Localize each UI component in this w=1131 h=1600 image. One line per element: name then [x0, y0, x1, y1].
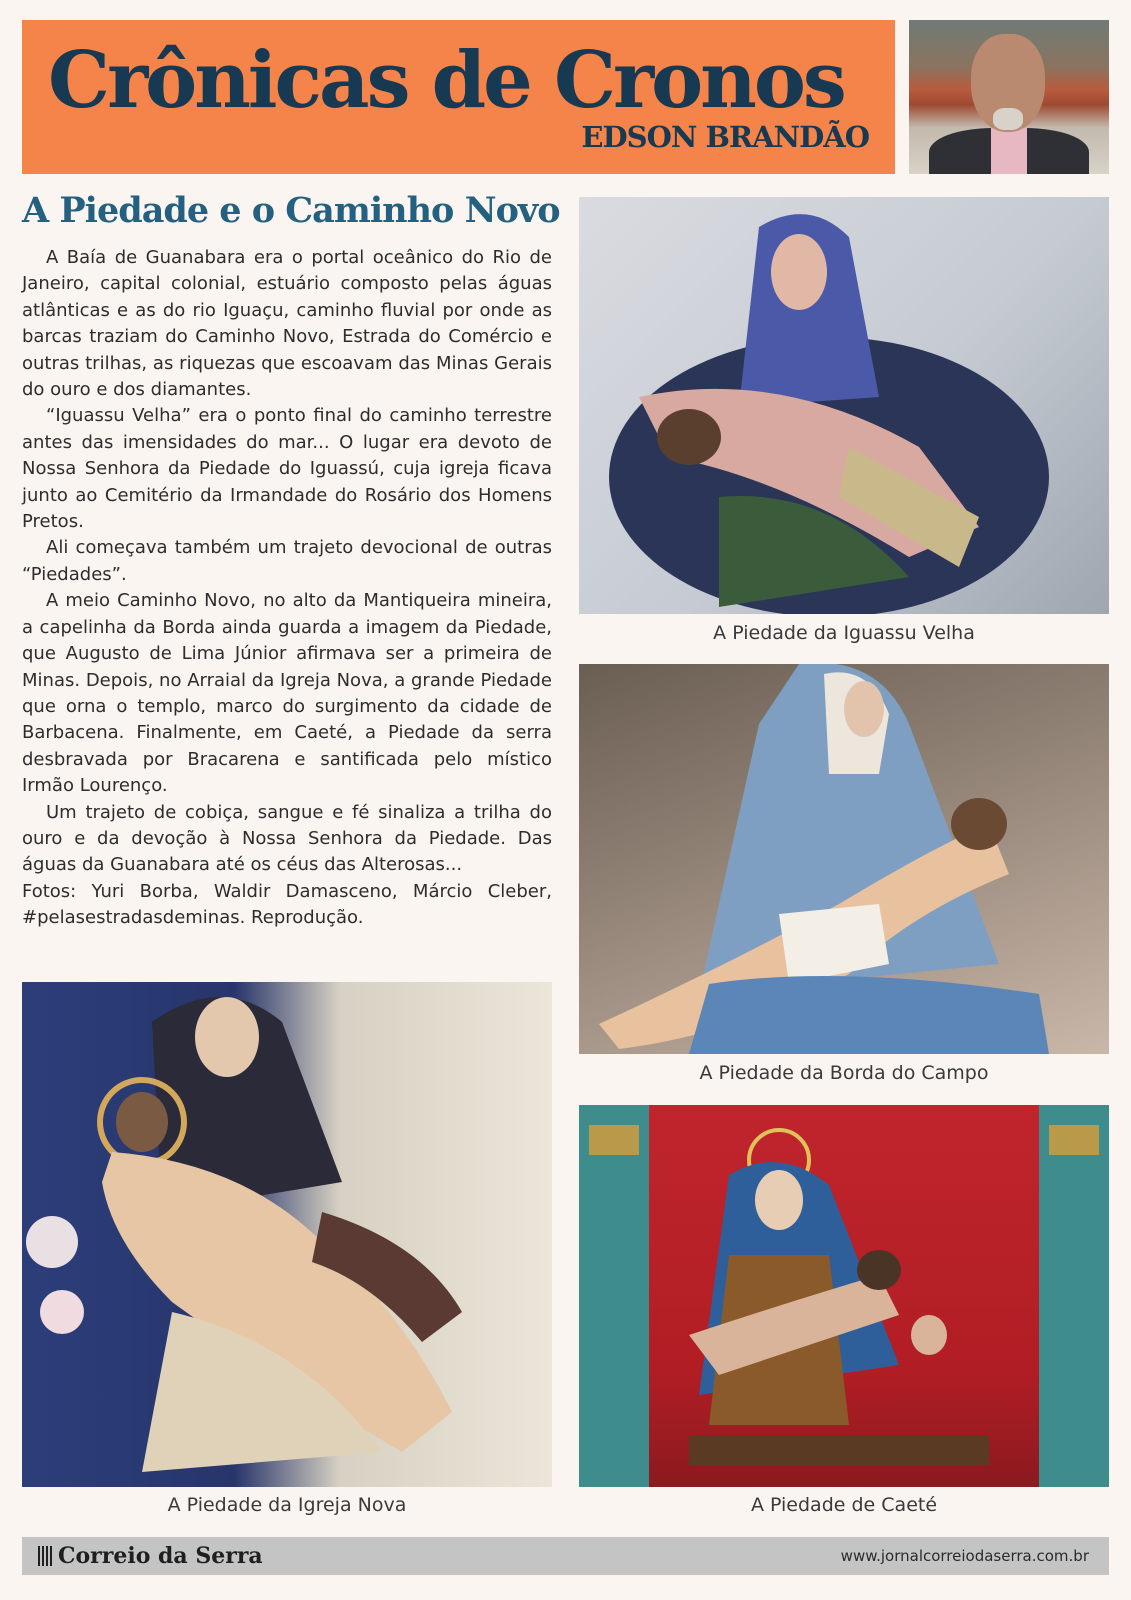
- photo-piedade-borda-do-campo: [579, 664, 1109, 1054]
- article-paragraph: A Baía de Guanabara era o portal oceânico do Rio de Janeiro, capital colonial, estuário composto pelas águas atlânticas e as do rio Iguaçu, caminho fluvial por onde as barcas traziam do Caminho Novo, Estrada do Comércio e outras trilhas, as riquezas que escoavam das Minas Gerais do ouro e dos diamantes.: [22, 247, 552, 401]
- photo-caption: A Piedade da Igreja Nova: [167, 1494, 407, 1516]
- article-title: A Piedade e o Caminho Novo: [22, 190, 560, 231]
- website-url: www.jornalcorreiodaserra.com.br: [840, 1547, 1089, 1565]
- article-paragraph: Um trajeto de cobiça, sangue e fé sinaliza a trilha do ouro e da devoção à Nossa Senhora da Piedade. Das águas da Guanabara até os céus das Alterosas...: [22, 801, 552, 876]
- masthead-title: Crônicas de Cronos: [48, 35, 844, 126]
- article-paragraph: A meio Caminho Novo, no alto da Mantiqueira mineira, a capelinha da Borda ainda guarda a imagem da Piedade, que Augusto de Lima Júnior afirmava ser a primeira de Minas. Depois, no Arraial da Igreja Nova, a grande Piedade que orna o templo, marco do surgimento da cidade de Barbacena. Finalmente, em Caeté, a Piedade da serra desbravada por Bracarena e santificada pelo místico Irmão Lourenço.: [22, 590, 552, 797]
- photo-caption: A Piedade da Iguassu Velha: [713, 622, 975, 644]
- masthead-banner: [22, 20, 895, 174]
- newspaper-logo-text: Correio da Serra: [58, 1543, 263, 1569]
- pieta-illustration-1: [579, 197, 1109, 614]
- newspaper-logo: [38, 1543, 263, 1569]
- photo-credits: Fotos: Yuri Borba, Waldir Damasceno, Márcio Cleber, #pelasestradasdeminas. Reprodução.: [22, 880, 552, 929]
- photo-piedade-caete: [579, 1105, 1109, 1487]
- author-name: EDSON BRANDÃO: [581, 120, 869, 154]
- article-paragraph: “Iguassu Velha” era o ponto final do caminho terrestre antes das imensidades do mar... O lugar era devoto de Nossa Senhora da Piedade do Iguassú, cuja igreja ficava junto ao Cemitério da Irmandade do Rosário dos Homens Pretos.: [22, 405, 552, 533]
- logo-bars-icon: [38, 1546, 52, 1566]
- pieta-illustration-3: [22, 982, 552, 1487]
- pieta-illustration-2: [579, 664, 1109, 1054]
- photo-piedade-iguassu-velha: [579, 197, 1109, 614]
- photo-caption: A Piedade da Borda do Campo: [699, 1062, 989, 1084]
- article-body: [22, 245, 552, 932]
- portrait-beard: [993, 108, 1023, 130]
- author-portrait: [909, 20, 1109, 174]
- photo-caption: A Piedade de Caeté: [750, 1494, 938, 1516]
- portrait-shirt: [991, 128, 1027, 174]
- article-paragraph: Ali começava também um trajeto devocional de outras “Piedades”.: [22, 537, 552, 585]
- page-footer: [22, 1537, 1109, 1575]
- pieta-illustration-4: [579, 1105, 1109, 1487]
- photo-piedade-igreja-nova: [22, 982, 552, 1487]
